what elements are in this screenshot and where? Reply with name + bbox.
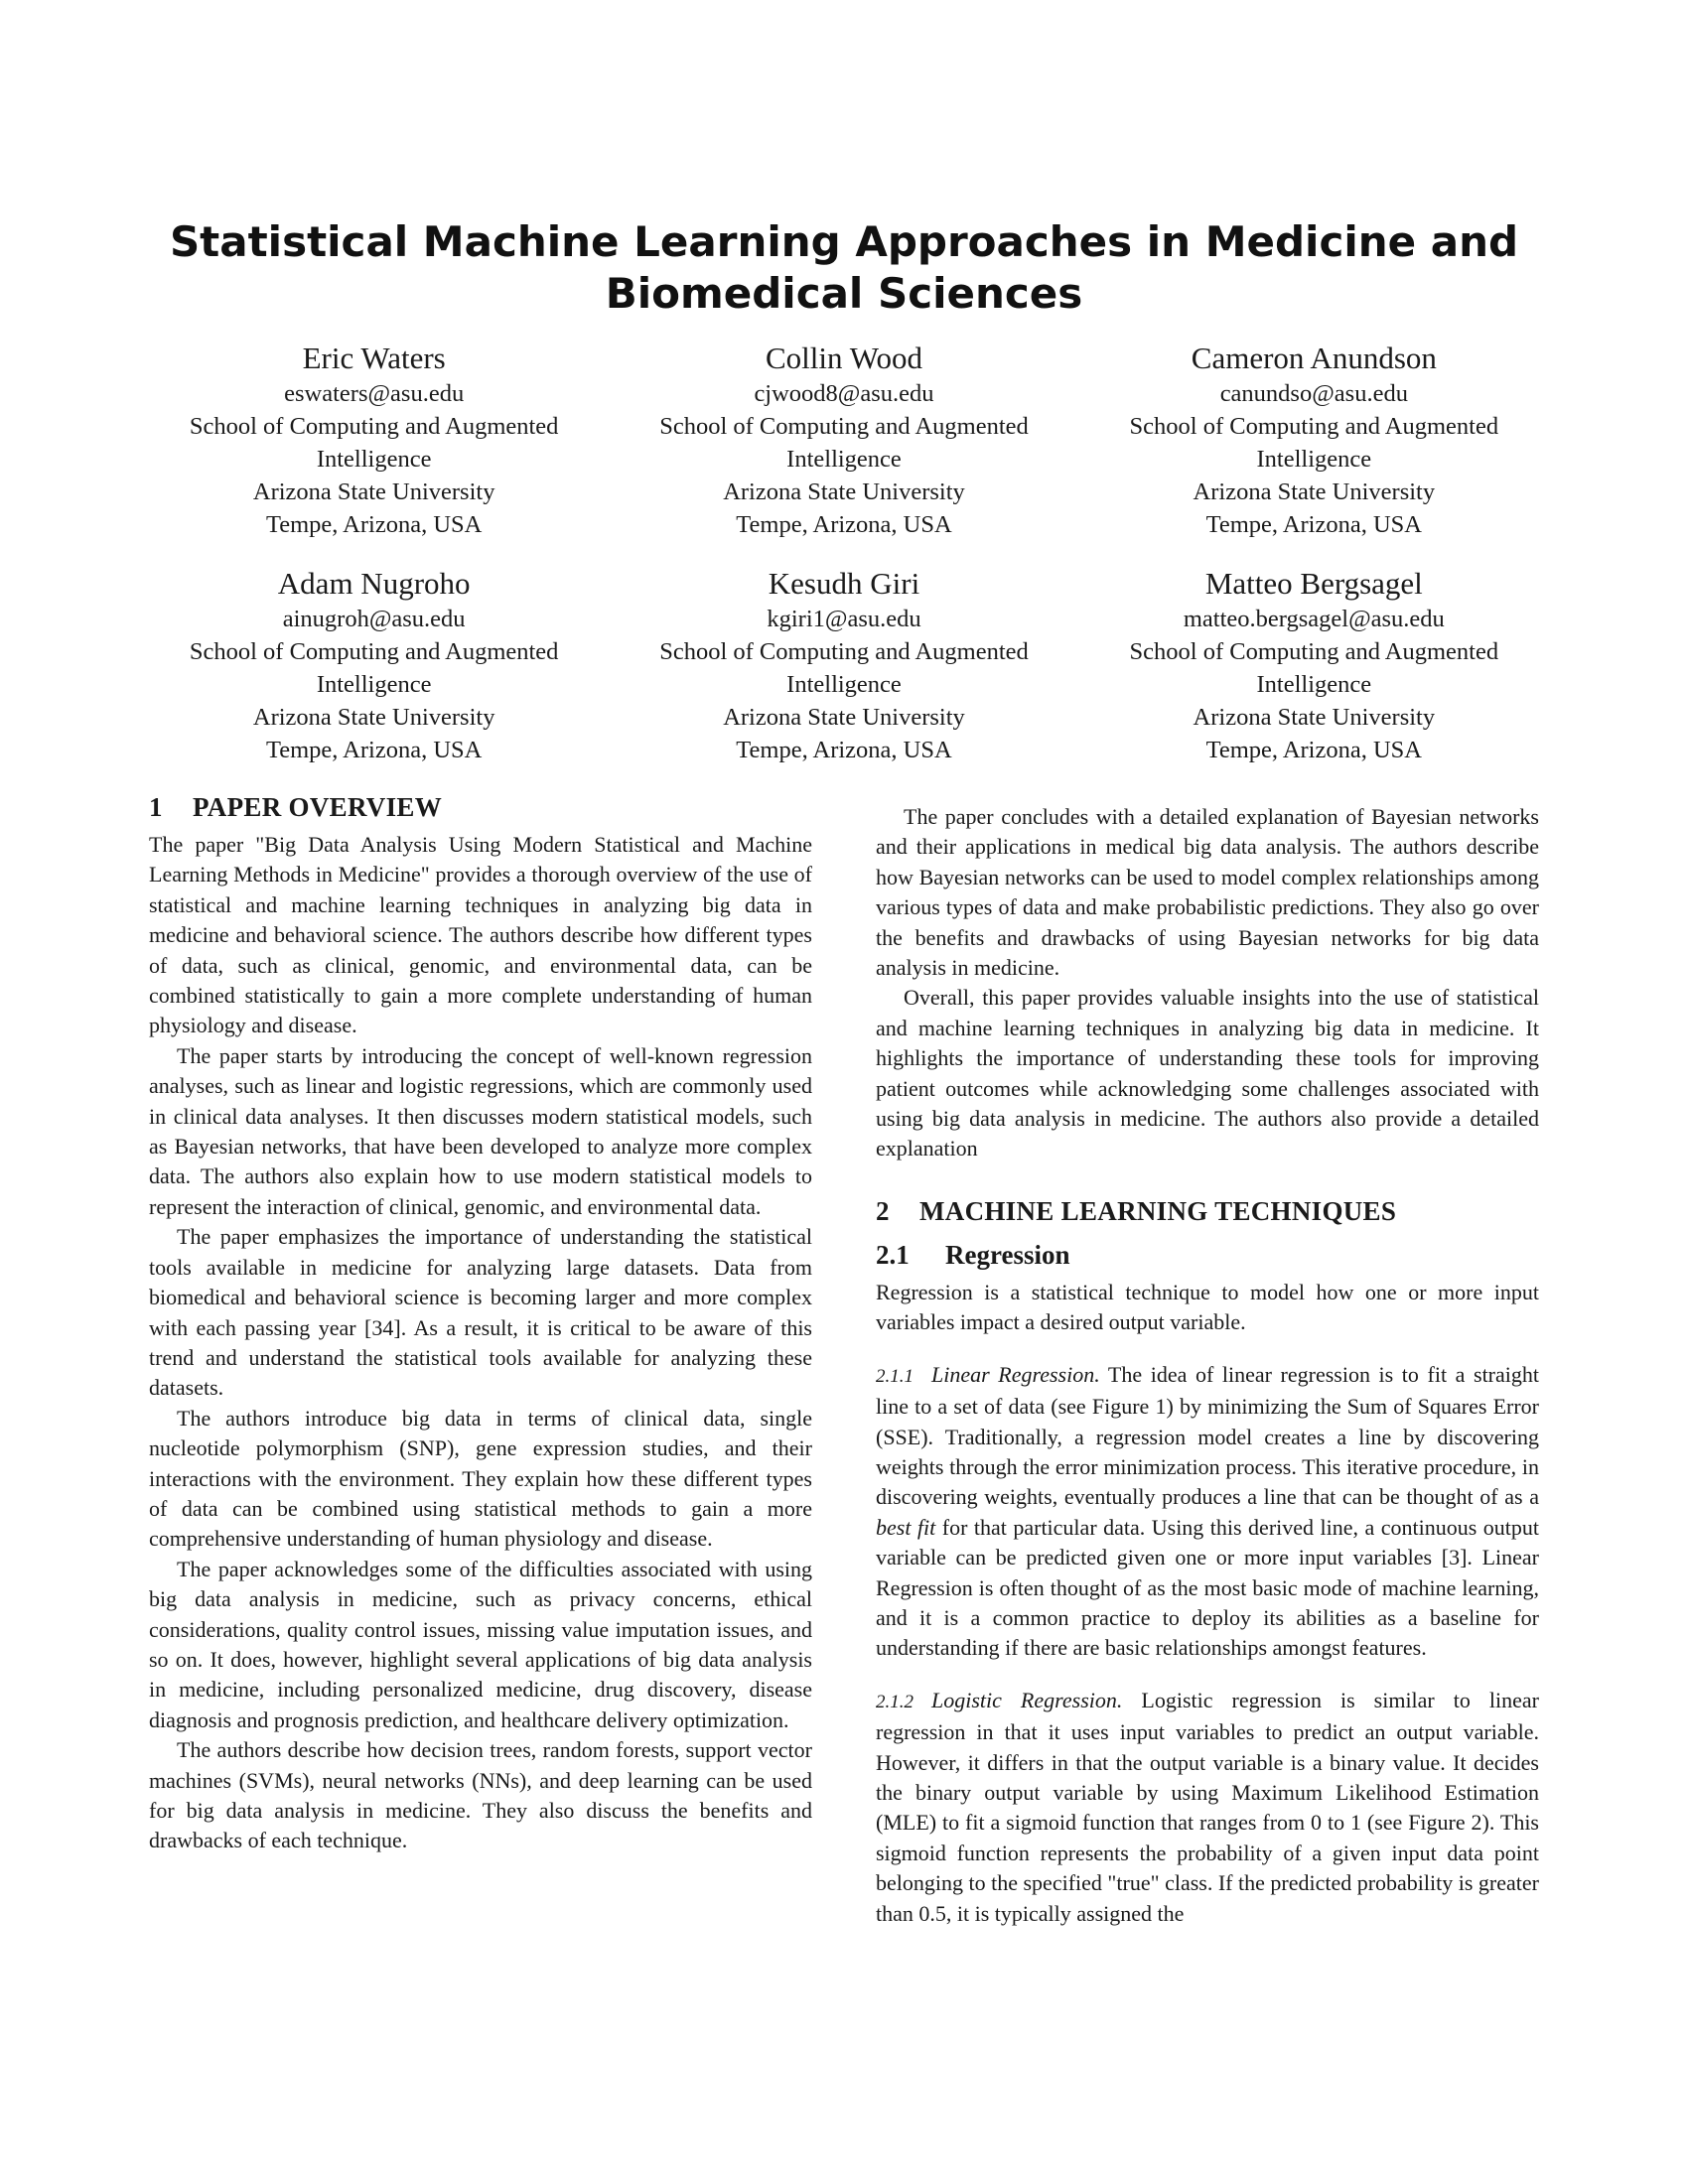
- author-card: [1079, 340, 1549, 541]
- author-email: ainugroh@asu.edu: [282, 606, 466, 632]
- author-card: [609, 565, 1078, 766]
- author-dept-cont: Intelligence: [1256, 671, 1372, 698]
- author-location: Tempe, Arizona, USA: [265, 737, 483, 763]
- subsection-heading: [876, 1238, 1539, 1272]
- paragraph: The paper acknowledges some of the difficulties associated with using big data analysis in medicine, such as privacy concerns, ethical considerations, quality control issues, missing value imputation issues, and so on. It does, however, highlight several applications of big data analysis in medicine, including personalized medicine, drug discovery, disease diagnosis and prognosis prediction, and healthcare delivery optimization.: [149, 1556, 812, 1732]
- paragraph: The paper concludes with a detailed explanation of Bayesian networks and their applications in medical big data analysis. The authors describe how Bayesian networks can be used to model complex relationships among various types of data and make probabilistic predictions. They also go over the benefits and drawbacks of using Bayesian networks for big data analysis in medicine.: [876, 804, 1539, 981]
- author-dept-cont: Intelligence: [316, 671, 432, 698]
- author-name: Kesudh Giri: [768, 566, 920, 601]
- section-title: MACHINE LEARNING TECHNIQUES: [919, 1195, 1397, 1226]
- author-email: cjwood8@asu.edu: [754, 380, 934, 407]
- author-dept-cont: Intelligence: [316, 446, 432, 473]
- section-title: PAPER OVERVIEW: [193, 792, 443, 822]
- author-dept: School of Computing and Augmented: [1129, 638, 1499, 665]
- paragraph: Regression is a statistical technique to model how one or more input variables impact a desired output variable.: [876, 1279, 1539, 1335]
- author-block: [139, 340, 1549, 766]
- paragraph-text: The idea of linear regression is to fit a straight line to a set of data (see Figure 1) by minimizing the Sum of Squares Error (SSE). Traditionally, a regression model creates a line by discovering weights through the error minimization process. This iterative procedure, in discovering weights, eventually produces a line that can be thought of as a: [876, 1361, 1539, 1510]
- paragraph: The paper "Big Data Analysis Using Modern Statistical and Machine Learning Methods in Medicine" provides a thorough overview of the use of statistical and machine learning techniques in analyzing big data in medicine and behavioral science. The authors describe how different types of data, such as clinical, genomic, and environmental data, can be combined statistically to gain a more complete understanding of human physiology and disease.: [149, 832, 812, 1038]
- subsection-title: Regression: [945, 1239, 1070, 1270]
- author-university: Arizona State University: [1193, 478, 1436, 505]
- author-dept: School of Computing and Augmented: [659, 413, 1029, 440]
- right-column: [876, 802, 1539, 1929]
- author-card: [1079, 565, 1549, 766]
- author-dept-cont: Intelligence: [786, 671, 902, 698]
- subsubsection-title: Linear Regression.: [931, 1361, 1100, 1387]
- logistic-regression-paragraph: [876, 1686, 1539, 1929]
- author-email: eswaters@asu.edu: [284, 380, 465, 407]
- author-card: [139, 565, 609, 766]
- author-location: Tempe, Arizona, USA: [1205, 737, 1423, 763]
- linear-regression-paragraph: [876, 1360, 1539, 1664]
- author-dept: School of Computing and Augmented: [189, 638, 559, 665]
- author-email: canundso@asu.edu: [1219, 380, 1408, 407]
- subsubsection-number: 2.1.1: [876, 1365, 914, 1387]
- author-location: Tempe, Arizona, USA: [265, 511, 483, 538]
- paragraph: Overall, this paper provides valuable insights into the use of statistical and machine learning techniques in analyzing big data in medicine. It highlights the importance of understanding these tools for improving patient outcomes while acknowledging some challenges associated with using big data analysis in medicine. The authors also provide a detailed explanation: [876, 985, 1539, 1161]
- section-number: 1: [149, 792, 163, 822]
- paper-title: Statistical Machine Learning Approaches in Medicine and Biomedical Sciences: [169, 217, 1519, 318]
- subsubsection-number: 2.1.2: [876, 1691, 914, 1712]
- author-email: matteo.bergsagel@asu.edu: [1183, 606, 1445, 632]
- author-dept-cont: Intelligence: [1256, 446, 1372, 473]
- subsubsection-title: Logistic Regression.: [931, 1687, 1123, 1712]
- paragraph-text: for that particular data. Using this derived line, a continuous output variable can be predicted given one or more input variables [3]. Linear Regression is often thought of as the most basic mode of machine learning, and it is a common practice to deploy its abilities as a baseline for understanding if there are basic relationships amongst features.: [876, 1514, 1539, 1661]
- paragraph: The paper emphasizes the importance of understanding the statistical tools available in medicine for analyzing large datasets. Data from biomedical and behavioral science is becoming larger and more complex with each passing year [34]. As a result, it is critical to be aware of this trend and understand the statistical tools available for analyzing these datasets.: [149, 1224, 812, 1401]
- author-card: [609, 340, 1078, 541]
- section-heading: [149, 790, 812, 824]
- author-location: Tempe, Arizona, USA: [1205, 511, 1423, 538]
- author-university: Arizona State University: [723, 478, 965, 505]
- author-dept-cont: Intelligence: [786, 446, 902, 473]
- emphasis: best fit: [876, 1514, 936, 1540]
- author-name: Matteo Bergsagel: [1204, 566, 1423, 601]
- paragraph: The paper starts by introducing the concept of well-known regression analyses, such as linear and logistic regressions, which are commonly used in clinical data analyses. It then discusses modern statistical models, such as Bayesian networks, that have been developed to analyze more complex data. The authors also explain how to use modern statistical models to represent the interaction of clinical, genomic, and environmental data.: [149, 1042, 812, 1219]
- author-name: Cameron Anundson: [1191, 341, 1437, 375]
- subsection-number: 2.1: [876, 1239, 910, 1270]
- section-number: 2: [876, 1195, 890, 1226]
- author-name: Eric Waters: [302, 341, 446, 375]
- author-university: Arizona State University: [252, 704, 495, 731]
- paragraph: The authors introduce big data in terms of clinical data, single nucleotide polymorphism (SNP), gene expression studies, and their interactions with the environment. They explain how these different types of data can be combined using statistical methods to gain a more comprehensive understanding of human physiology and disease.: [149, 1405, 812, 1552]
- author-dept: School of Computing and Augmented: [189, 413, 559, 440]
- author-dept: School of Computing and Augmented: [659, 638, 1029, 665]
- author-university: Arizona State University: [252, 478, 495, 505]
- author-email: kgiri1@asu.edu: [767, 606, 921, 632]
- author-name: Collin Wood: [766, 341, 922, 375]
- left-column: [149, 790, 812, 1856]
- author-location: Tempe, Arizona, USA: [736, 511, 952, 538]
- paragraph: The authors describe how decision trees, random forests, support vector machines (SVMs), neural networks (NNs), and deep learning can be used for big data analysis in medicine. They also discuss the benefits and drawbacks of each technique.: [149, 1737, 812, 1853]
- author-university: Arizona State University: [723, 704, 965, 731]
- author-location: Tempe, Arizona, USA: [736, 737, 952, 763]
- paragraph-text: Logistic regression is similar to linear regression in that it uses input variables to predict an output variable. However, it differs in that the output variable is a binary value. It decides the binary output variable by using Maximum Likelihood Estimation (MLE) to fit a sigmoid function that ranges from 0 to 1 (see Figure 2). This sigmoid function represents the probability of a given input data point belonging to the specified "true" class. If the predicted probability is greater than 0.5, it is typically assigned the: [876, 1687, 1539, 1926]
- author-name: Adam Nugroho: [277, 566, 471, 601]
- author-card: [139, 340, 609, 541]
- author-university: Arizona State University: [1193, 704, 1436, 731]
- section-heading: [876, 1194, 1539, 1228]
- author-dept: School of Computing and Augmented: [1129, 413, 1499, 440]
